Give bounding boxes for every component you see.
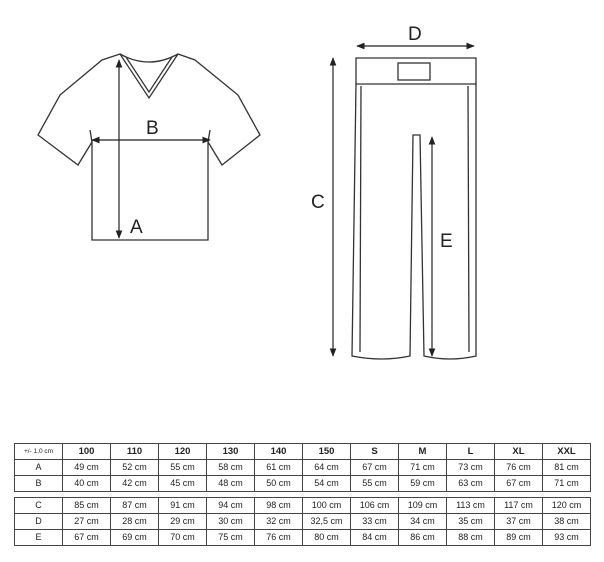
measurement-value: 85 cm <box>63 498 111 514</box>
measurement-value: 67 cm <box>63 530 111 546</box>
measurement-value: 61 cm <box>255 460 303 476</box>
measurement-value: 93 cm <box>543 530 591 546</box>
measurement-value: 76 cm <box>495 460 543 476</box>
measurement-value: 89 cm <box>495 530 543 546</box>
measurement-value: 86 cm <box>399 530 447 546</box>
measurement-value: 45 cm <box>159 476 207 492</box>
measurement-value: 32 cm <box>255 514 303 530</box>
measurement-value: 35 cm <box>447 514 495 530</box>
measurement-value: 73 cm <box>447 460 495 476</box>
dimension-a-label: A <box>130 217 143 238</box>
size-header-row <box>15 444 591 460</box>
measurement-value: 84 cm <box>351 530 399 546</box>
measurement-value: 52 cm <box>111 460 159 476</box>
measurement-value: 54 cm <box>303 476 351 492</box>
measurement-value: 109 cm <box>399 498 447 514</box>
measurement-value: 27 cm <box>63 514 111 530</box>
table-row <box>15 460 591 476</box>
size-header-130: 130 <box>207 444 255 460</box>
measurement-value: 67 cm <box>495 476 543 492</box>
measurement-value: 71 cm <box>543 476 591 492</box>
shirt-drawing <box>38 54 260 240</box>
size-header-120: 120 <box>159 444 207 460</box>
measurement-label: A <box>15 460 63 476</box>
size-header-110: 110 <box>111 444 159 460</box>
measurement-value: 76 cm <box>255 530 303 546</box>
measurement-value: 87 cm <box>111 498 159 514</box>
measurement-value: 98 cm <box>255 498 303 514</box>
size-table <box>14 443 591 546</box>
measurement-value: 94 cm <box>207 498 255 514</box>
dimension-c-label: C <box>311 192 325 213</box>
measurement-value: 50 cm <box>255 476 303 492</box>
dimension-b-label: B <box>146 118 159 139</box>
measurement-value: 40 cm <box>63 476 111 492</box>
measurement-value: 113 cm <box>447 498 495 514</box>
measurement-value: 30 cm <box>207 514 255 530</box>
size-header-s: S <box>351 444 399 460</box>
measurement-value: 38 cm <box>543 514 591 530</box>
measurement-label: D <box>15 514 63 530</box>
measurement-value: 63 cm <box>447 476 495 492</box>
measurement-value: 55 cm <box>159 460 207 476</box>
measurement-value: 69 cm <box>111 530 159 546</box>
measurement-value: 29 cm <box>159 514 207 530</box>
measurement-value: 106 cm <box>351 498 399 514</box>
measurement-value: 80 cm <box>303 530 351 546</box>
measurement-value: 91 cm <box>159 498 207 514</box>
measurement-value: 81 cm <box>543 460 591 476</box>
measurement-value: 28 cm <box>111 514 159 530</box>
dimension-e-label: E <box>440 231 453 252</box>
measurement-value: 34 cm <box>399 514 447 530</box>
measurement-value: 88 cm <box>447 530 495 546</box>
tolerance-label: +/- 1,0 cm <box>15 444 63 460</box>
measurement-label: C <box>15 498 63 514</box>
dimension-d-label: D <box>408 24 422 45</box>
measurement-label: E <box>15 530 63 546</box>
measurement-value: 33 cm <box>351 514 399 530</box>
measurement-value: 32,5 cm <box>303 514 351 530</box>
measurement-value: 37 cm <box>495 514 543 530</box>
measurement-value: 117 cm <box>495 498 543 514</box>
measurement-value: 55 cm <box>351 476 399 492</box>
size-header-l: L <box>447 444 495 460</box>
table-row <box>15 530 591 546</box>
trousers-drawing <box>352 58 476 359</box>
size-header-xxl: XXL <box>543 444 591 460</box>
measurement-value: 58 cm <box>207 460 255 476</box>
measurement-value: 71 cm <box>399 460 447 476</box>
size-header-m: M <box>399 444 447 460</box>
size-header-140: 140 <box>255 444 303 460</box>
measurement-value: 59 cm <box>399 476 447 492</box>
size-header-100: 100 <box>63 444 111 460</box>
measurement-value: 42 cm <box>111 476 159 492</box>
table-row <box>15 514 591 530</box>
measurement-value: 120 cm <box>543 498 591 514</box>
measurement-value: 67 cm <box>351 460 399 476</box>
table-row <box>15 498 591 514</box>
measurement-value: 75 cm <box>207 530 255 546</box>
measurement-label: B <box>15 476 63 492</box>
measurement-value: 70 cm <box>159 530 207 546</box>
size-header-xl: XL <box>495 444 543 460</box>
measurement-value: 64 cm <box>303 460 351 476</box>
size-header-150: 150 <box>303 444 351 460</box>
measurement-value: 48 cm <box>207 476 255 492</box>
measurement-value: 49 cm <box>63 460 111 476</box>
measurement-value: 100 cm <box>303 498 351 514</box>
table-row <box>15 476 591 492</box>
